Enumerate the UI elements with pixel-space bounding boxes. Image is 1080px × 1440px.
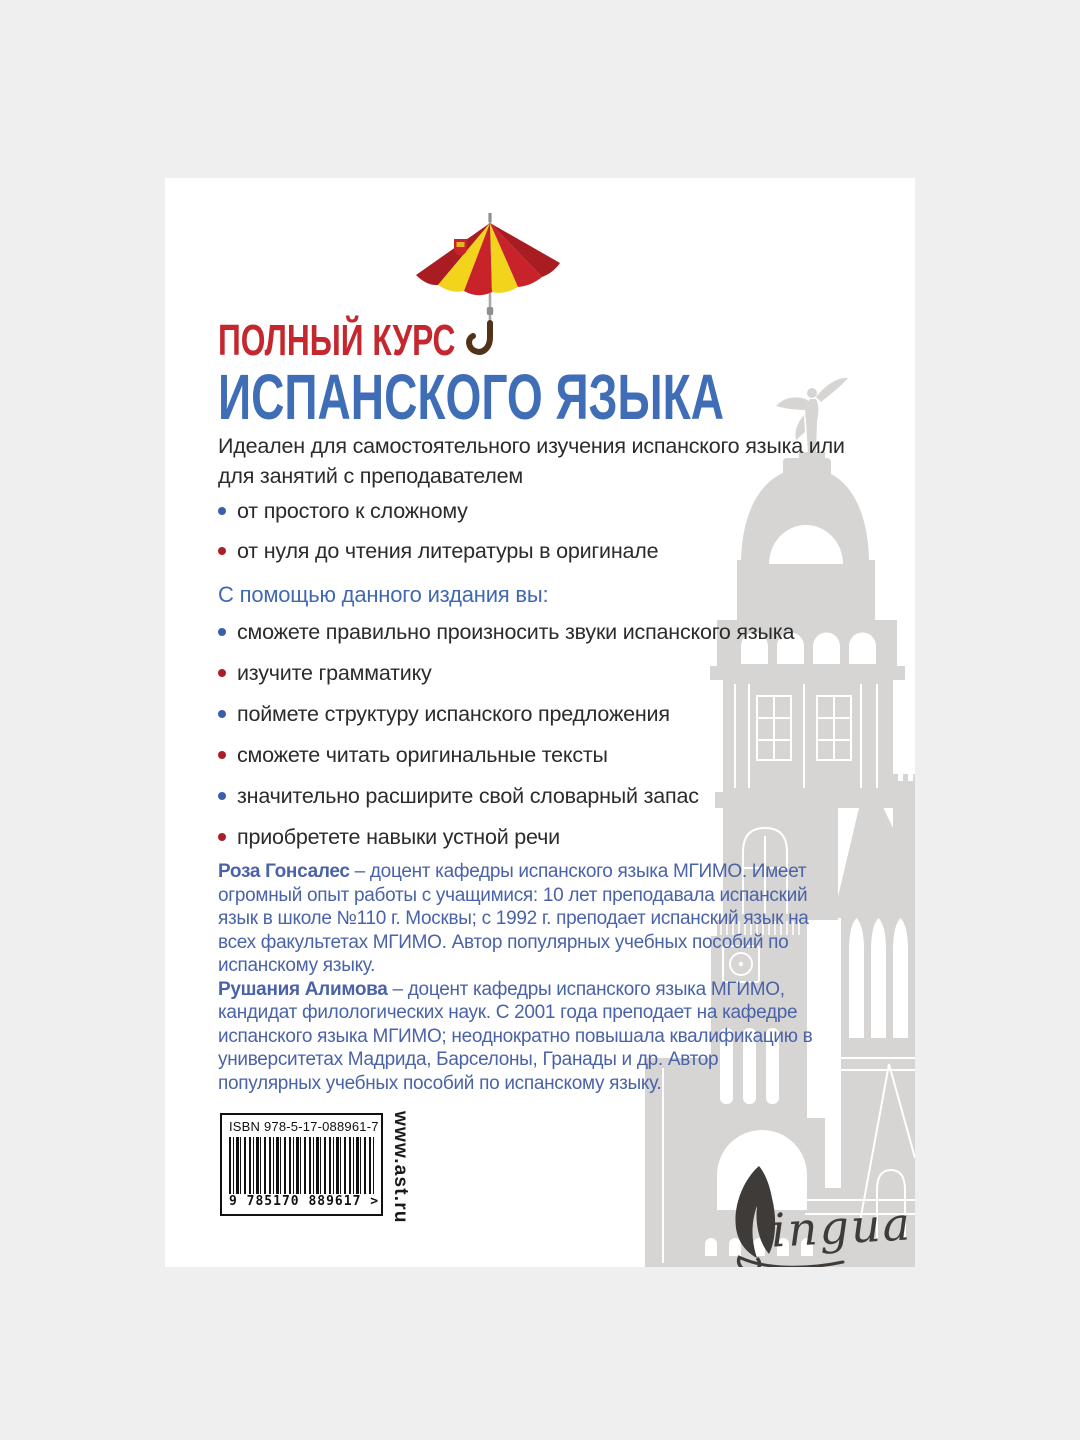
feature-list — [218, 500, 658, 580]
author-bio-text: – доцент кафедры испанского языка МГИМО, кандидат филологических наук. С 2001 года преподает на кафедре испанского языка МГИМО; неоднократно повышала квалификацию в университетах Мадрида, Барселоны, Гранады и др. Автор популярных учебных пособий по испанскому языку. — [218, 978, 813, 1094]
publisher-logo — [725, 1174, 915, 1267]
author-bio — [218, 860, 818, 978]
list-item: от нуля до чтения литературы в оригинале — [218, 540, 658, 562]
author-name: Рушания Алимова — [218, 978, 388, 1000]
author-bios — [218, 860, 818, 1095]
bullet-icon — [218, 751, 226, 759]
list-item: значительно расширите свой словарный запас — [218, 785, 794, 807]
book-title-line1: ПОЛНЫЙ КУРС — [218, 316, 456, 365]
bullet-icon — [218, 628, 226, 636]
book-back-cover — [165, 178, 915, 1267]
list-item: поймете структуру испанского предложения — [218, 703, 794, 725]
publisher-website: www.ast.ru — [390, 1111, 411, 1224]
list-item: сможете правильно произносить звуки испанского языка — [218, 621, 794, 643]
list-item: приобретете навыки устной речи — [218, 826, 794, 848]
bullet-icon — [218, 710, 226, 718]
list-item: сможете читать оригинальные тексты — [218, 744, 794, 766]
benefit-list — [218, 621, 794, 867]
bullet-icon — [218, 792, 226, 800]
author-name: Роза Гонсалес — [218, 861, 350, 882]
list-item: изучите грамматику — [218, 662, 794, 684]
bullet-icon — [218, 833, 226, 841]
bullet-icon — [218, 669, 226, 677]
barcode-bars — [229, 1137, 374, 1195]
author-bio — [218, 978, 818, 1096]
intro-text — [218, 431, 878, 491]
isbn-barcode — [220, 1113, 383, 1216]
list-item: от простого к сложному — [218, 500, 658, 522]
bullet-icon — [218, 547, 226, 555]
author-bio-text: – доцент кафедры испанского языка МГИМО. Имеет огромный опыт работы с учащимися: 10 лет преподавала испанский язык в школе №110 г. Москвы; с 1992 г. преподает испанский язык на всех факультетах МГИМО. Автор популярных учебных пособий по испанскому языку. — [218, 861, 809, 976]
isbn-label: ISBN 978-5-17-088961-7 — [229, 1119, 379, 1134]
barcode-digits: 9 785170 889617 > — [229, 1194, 380, 1209]
intro-line2: для занятий с преподавателем — [218, 464, 523, 488]
section-heading: С помощью данного издания вы: — [218, 582, 549, 607]
book-title-line2: ИСПАНСКОГО ЯЗЫКА — [218, 361, 724, 433]
bullet-icon — [218, 507, 226, 515]
intro-line1: Идеален для самостоятельного изучения испанского языка или — [218, 434, 845, 458]
publisher-logo-text: ingua — [769, 1196, 914, 1258]
